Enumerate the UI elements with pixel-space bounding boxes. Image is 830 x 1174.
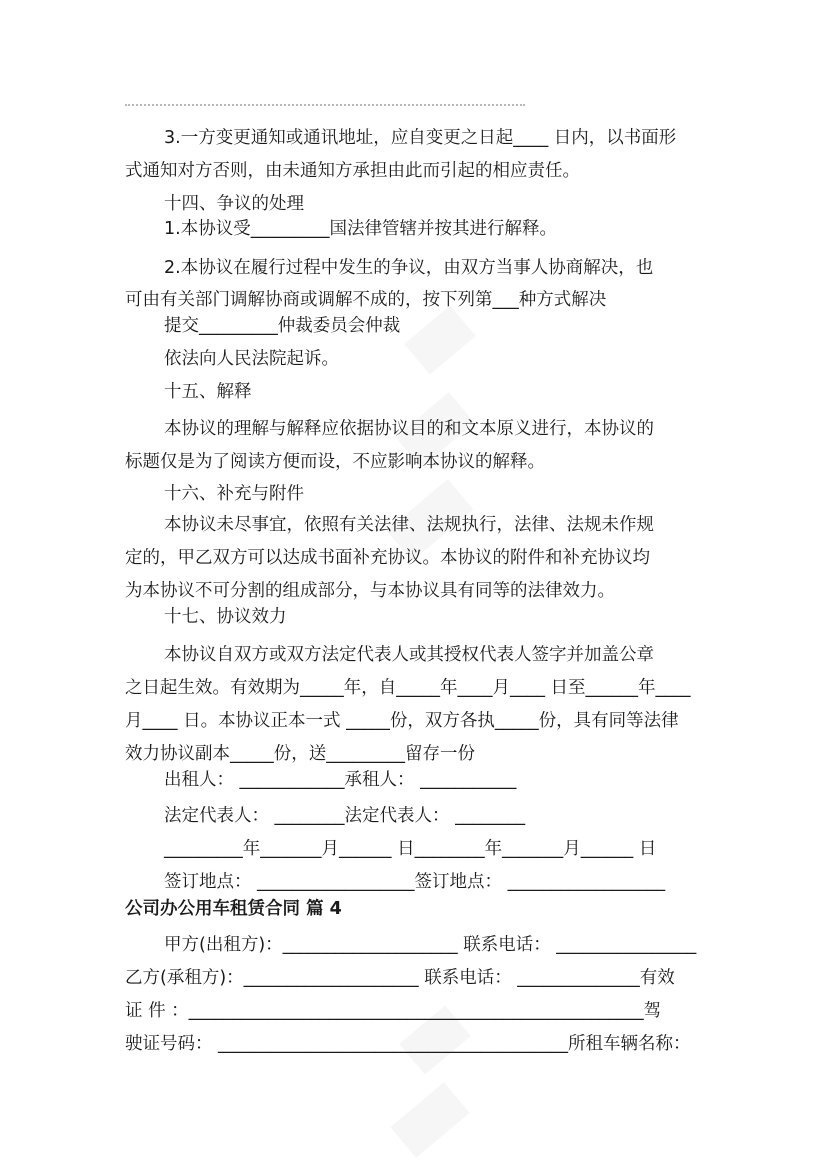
clause-17-line-2: 之日起生效。有效期为_____年，自_____年____月____ 日至______年____ xyxy=(125,678,691,698)
section-17-heading: 十七、协议效力 xyxy=(164,607,287,627)
clause-16-line-1: 本协议未尽事宜，依照有关法律、法规执行，法律、法规未作规 xyxy=(164,515,654,535)
clause-14-2-line-2: 可由有关部门调解协商或调解不成的，按下列第___种方式解决 xyxy=(125,290,607,310)
signature-dates: _________年_______月______ 日________年_______月______ 日 xyxy=(164,839,657,859)
signature-lessor-lessee: 出租人： ____________承租人： ___________ xyxy=(164,770,517,790)
party-a-line: 甲方(出租方)：____________________ 联系电话： ________________ xyxy=(164,935,697,955)
clause-13-3-line-2: 式通知对方否则，由未通知方承担由此而引起的相应责任。 xyxy=(125,161,580,181)
clause-17-line-4: 效力协议副本_____份，送_________留存一份 xyxy=(125,744,475,764)
clause-16-line-2: 定的，甲乙双方可以达成书面补充协议。本协议的附件和补充协议均 xyxy=(125,548,650,568)
header-dotted-rule xyxy=(125,104,525,106)
clause-17-line-3: 月____ 日。本协议正本一式 _____份，双方各执_____份，具有同等法律 xyxy=(125,711,679,731)
clause-14-2-option-1: 提交_________仲裁委员会仲裁 xyxy=(164,316,401,336)
clause-14-2-line-1: 2.本协议在履行过程中发生的争议，由双方当事人协商解决，也 xyxy=(164,258,654,278)
signature-legal-representatives: 法定代表人： ________法定代表人： ________ xyxy=(164,806,526,826)
clause-14-1: 1.本协议受_________国法律管辖并按其进行解释。 xyxy=(164,219,557,239)
clause-15-line-2: 标题仅是为了阅读方便而设，不应影响本协议的解释。 xyxy=(125,452,545,472)
clause-16-line-3: 为本协议不可分割的组成部分，与本协议具有同等的法律效力。 xyxy=(125,581,615,601)
clause-14-2-option-2: 依法向人民法院起诉。 xyxy=(164,349,339,369)
section-15-heading: 十五、解释 xyxy=(164,382,252,402)
clause-17-line-1: 本协议自双方或双方法定代表人或其授权代表人签字并加盖公章 xyxy=(164,645,654,665)
contract-4-title: 公司办公用车租赁合同 篇 4 xyxy=(125,899,342,919)
party-b-line: 乙方(承租方)：____________________ 联系电话： ______________有效 xyxy=(125,968,675,988)
id-document-line: 证 件 ：____________________________________________________驾 xyxy=(125,1001,662,1021)
clause-15-line-1: 本协议的理解与解释应依据协议目的和文本原义进行，本协议的 xyxy=(164,419,654,439)
section-16-heading: 十六、补充与附件 xyxy=(164,484,304,504)
clause-13-3-line-1: 3.一方变更通知或通讯地址，应自变更之日起____ 日内，以书面形 xyxy=(164,128,677,148)
signature-places: 签订地点： __________________签订地点： __________________ xyxy=(164,872,666,892)
section-14-heading: 十四、争议的处理 xyxy=(164,194,304,214)
license-vehicle-line: 驶证号码： ________________________________________所租车辆名称： xyxy=(125,1034,691,1054)
